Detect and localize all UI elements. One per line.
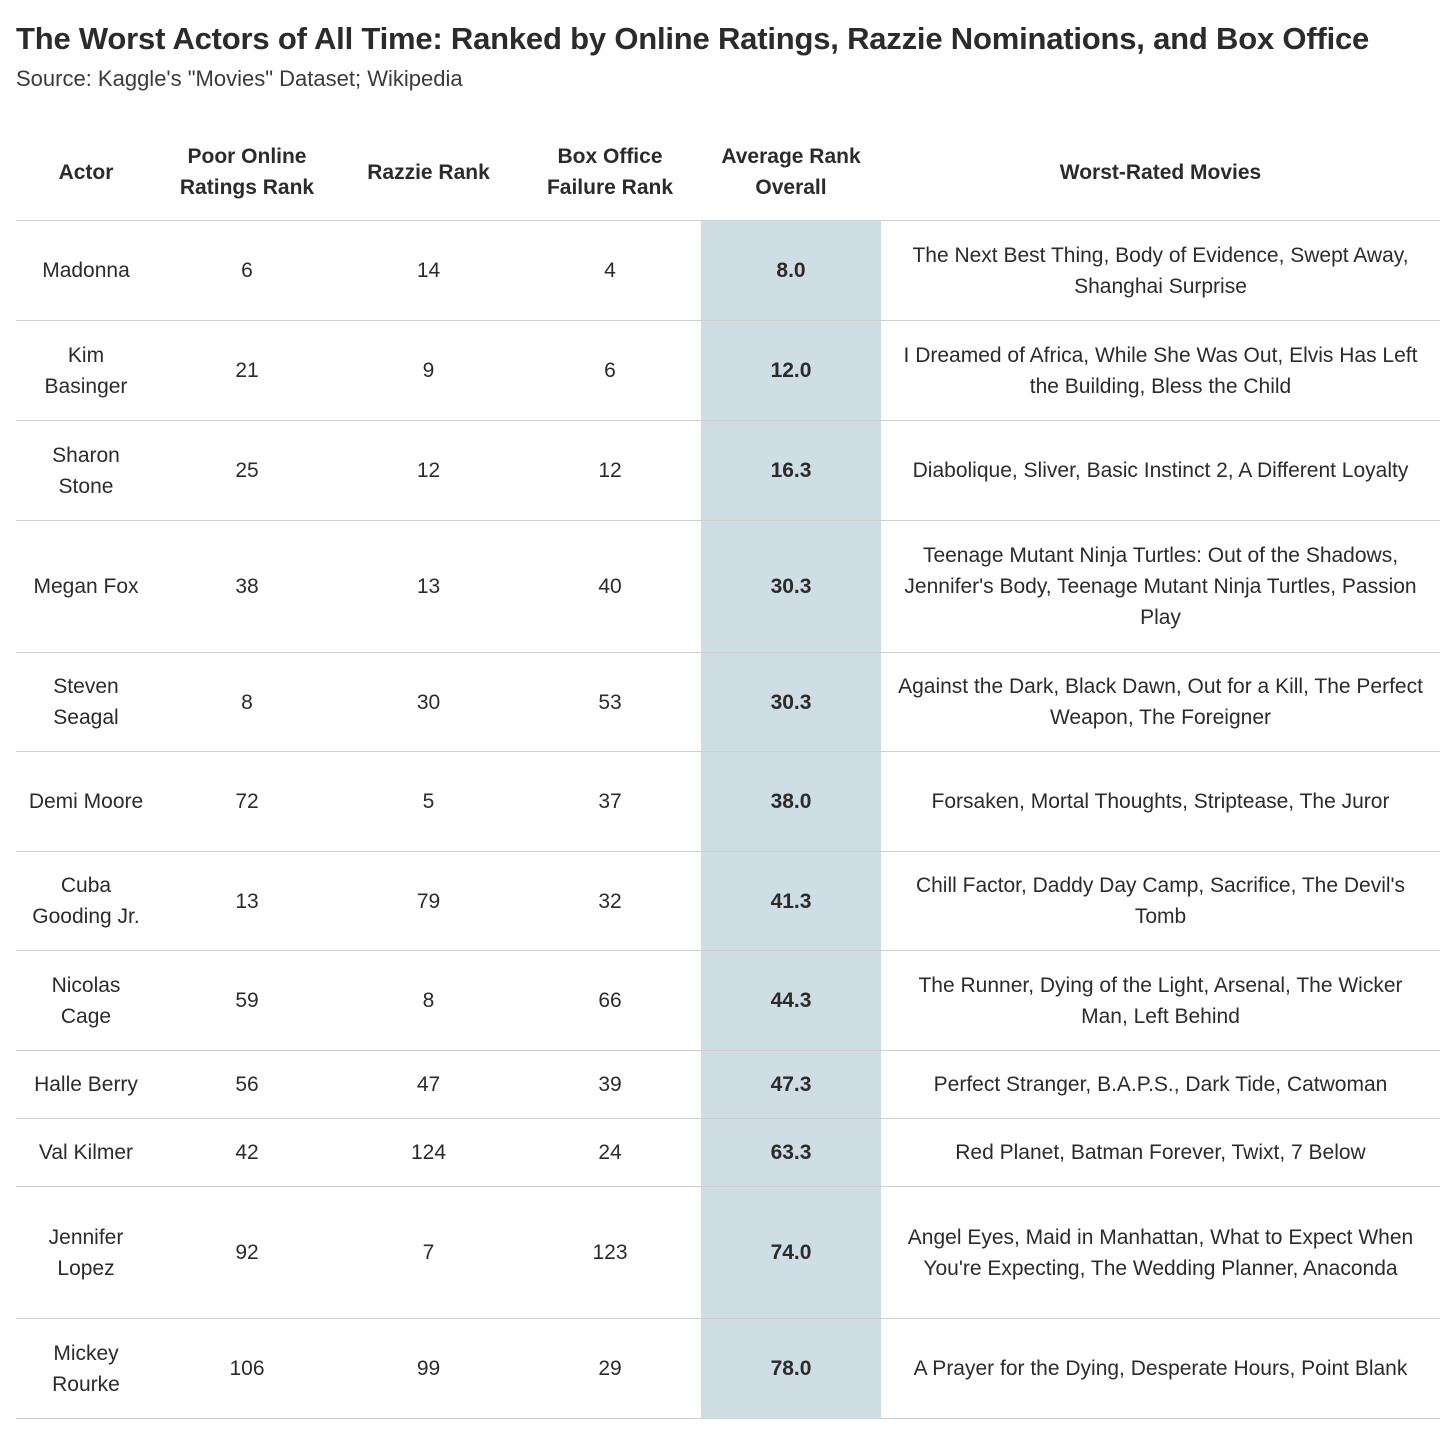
average-rank-cell: 47.3 [701, 1051, 881, 1119]
actor-cell: Kim Basinger [16, 321, 156, 421]
online-rank-cell: 25 [156, 421, 338, 521]
box-office-rank-cell: 4 [519, 221, 701, 321]
worst-movies-cell: Angel Eyes, Maid in Manhattan, What to Expect When You're Expecting, The Wedding Planner, Anaconda [881, 1187, 1440, 1319]
razzie-rank-cell: 14 [338, 221, 519, 321]
actor-cell: Madonna [16, 221, 156, 321]
table-row [16, 421, 1440, 521]
box-office-rank-cell: 123 [519, 1187, 701, 1319]
worst-movies-cell: A Prayer for the Dying, Desperate Hours, Point Blank [881, 1319, 1440, 1419]
average-rank-cell: 30.3 [701, 521, 881, 653]
chart-subtitle: Source: Kaggle's "Movies" Dataset; Wikipedia [16, 66, 463, 91]
box-office-rank-cell: 6 [519, 321, 701, 421]
razzie-rank-cell: 99 [338, 1319, 519, 1419]
actor-cell: Steven Seagal [16, 653, 156, 752]
average-rank-cell: 12.0 [701, 321, 881, 421]
box-office-rank-cell: 37 [519, 752, 701, 852]
box-office-rank-cell: 24 [519, 1119, 701, 1187]
online-rank-cell: 42 [156, 1119, 338, 1187]
actor-cell: Nicolas Cage [16, 951, 156, 1051]
actor-cell: Val Kilmer [16, 1119, 156, 1187]
razzie-rank-cell: 47 [338, 1051, 519, 1119]
worst-movies-cell: Teenage Mutant Ninja Turtles: Out of the Shadows, Jennifer's Body, Teenage Mutant Ninja Turtles, Passion Play [881, 521, 1440, 653]
table-row [16, 321, 1440, 421]
online-rank-cell: 21 [156, 321, 338, 421]
average-rank-cell: 30.3 [701, 653, 881, 752]
worst-movies-cell: Chill Factor, Daddy Day Camp, Sacrifice, The Devil's Tomb [881, 852, 1440, 951]
actor-cell: Demi Moore [16, 752, 156, 852]
table-row [16, 1187, 1440, 1319]
razzie-rank-cell: 8 [338, 951, 519, 1051]
table-row [16, 221, 1440, 321]
online-rank-cell: 13 [156, 852, 338, 951]
online-rank-cell: 72 [156, 752, 338, 852]
online-rank-cell: 38 [156, 521, 338, 653]
razzie-rank-cell: 124 [338, 1119, 519, 1187]
actor-cell: Jennifer Lopez [16, 1187, 156, 1319]
average-rank-cell: 44.3 [701, 951, 881, 1051]
column-header-online-rank: Poor Online Ratings Rank [156, 124, 338, 221]
box-office-rank-cell: 53 [519, 653, 701, 752]
average-rank-cell: 78.0 [701, 1319, 881, 1419]
average-rank-cell: 38.0 [701, 752, 881, 852]
razzie-rank-cell: 5 [338, 752, 519, 852]
actor-cell: Mickey Rourke [16, 1319, 156, 1419]
header-row [16, 124, 1440, 221]
razzie-rank-cell: 79 [338, 852, 519, 951]
actor-cell: Cuba Gooding Jr. [16, 852, 156, 951]
box-office-rank-cell: 12 [519, 421, 701, 521]
average-rank-cell: 74.0 [701, 1187, 881, 1319]
column-header-worst-movies: Worst-Rated Movies [881, 124, 1440, 221]
ranking-table [16, 124, 1440, 1419]
average-rank-cell: 16.3 [701, 421, 881, 521]
table-row [16, 852, 1440, 951]
box-office-rank-cell: 32 [519, 852, 701, 951]
worst-movies-cell: Diabolique, Sliver, Basic Instinct 2, A Different Loyalty [881, 421, 1440, 521]
worst-movies-cell: Perfect Stranger, B.A.P.S., Dark Tide, Catwoman [881, 1051, 1440, 1119]
razzie-rank-cell: 7 [338, 1187, 519, 1319]
column-header-actor: Actor [16, 124, 156, 221]
average-rank-cell: 63.3 [701, 1119, 881, 1187]
table-row [16, 1119, 1440, 1187]
average-rank-cell: 41.3 [701, 852, 881, 951]
online-rank-cell: 56 [156, 1051, 338, 1119]
worst-movies-cell: The Runner, Dying of the Light, Arsenal, The Wicker Man, Left Behind [881, 951, 1440, 1051]
average-rank-cell: 8.0 [701, 221, 881, 321]
box-office-rank-cell: 39 [519, 1051, 701, 1119]
worst-movies-cell: Forsaken, Mortal Thoughts, Striptease, The Juror [881, 752, 1440, 852]
online-rank-cell: 59 [156, 951, 338, 1051]
worst-movies-cell: Against the Dark, Black Dawn, Out for a Kill, The Perfect Weapon, The Foreigner [881, 653, 1440, 752]
column-header-box-office-rank: Box Office Failure Rank [519, 124, 701, 221]
actor-cell: Megan Fox [16, 521, 156, 653]
table-body [16, 221, 1440, 1419]
table-row [16, 1319, 1440, 1419]
online-rank-cell: 6 [156, 221, 338, 321]
razzie-rank-cell: 9 [338, 321, 519, 421]
worst-movies-cell: Red Planet, Batman Forever, Twixt, 7 Below [881, 1119, 1440, 1187]
box-office-rank-cell: 40 [519, 521, 701, 653]
worst-movies-cell: I Dreamed of Africa, While She Was Out, Elvis Has Left the Building, Bless the Child [881, 321, 1440, 421]
online-rank-cell: 8 [156, 653, 338, 752]
worst-movies-cell: The Next Best Thing, Body of Evidence, Swept Away, Shanghai Surprise [881, 221, 1440, 321]
chart-title: The Worst Actors of All Time: Ranked by Online Ratings, Razzie Nominations, and Box Office [16, 21, 1370, 56]
actor-cell: Halle Berry [16, 1051, 156, 1119]
table-row [16, 653, 1440, 752]
table-row [16, 1051, 1440, 1119]
online-rank-cell: 92 [156, 1187, 338, 1319]
table-row [16, 752, 1440, 852]
box-office-rank-cell: 66 [519, 951, 701, 1051]
razzie-rank-cell: 30 [338, 653, 519, 752]
online-rank-cell: 106 [156, 1319, 338, 1419]
column-header-average-rank: Average Rank Overall [701, 124, 881, 221]
box-office-rank-cell: 29 [519, 1319, 701, 1419]
table-row [16, 951, 1440, 1051]
razzie-rank-cell: 12 [338, 421, 519, 521]
column-header-razzie-rank: Razzie Rank [338, 124, 519, 221]
table-row [16, 521, 1440, 653]
razzie-rank-cell: 13 [338, 521, 519, 653]
actor-cell: Sharon Stone [16, 421, 156, 521]
